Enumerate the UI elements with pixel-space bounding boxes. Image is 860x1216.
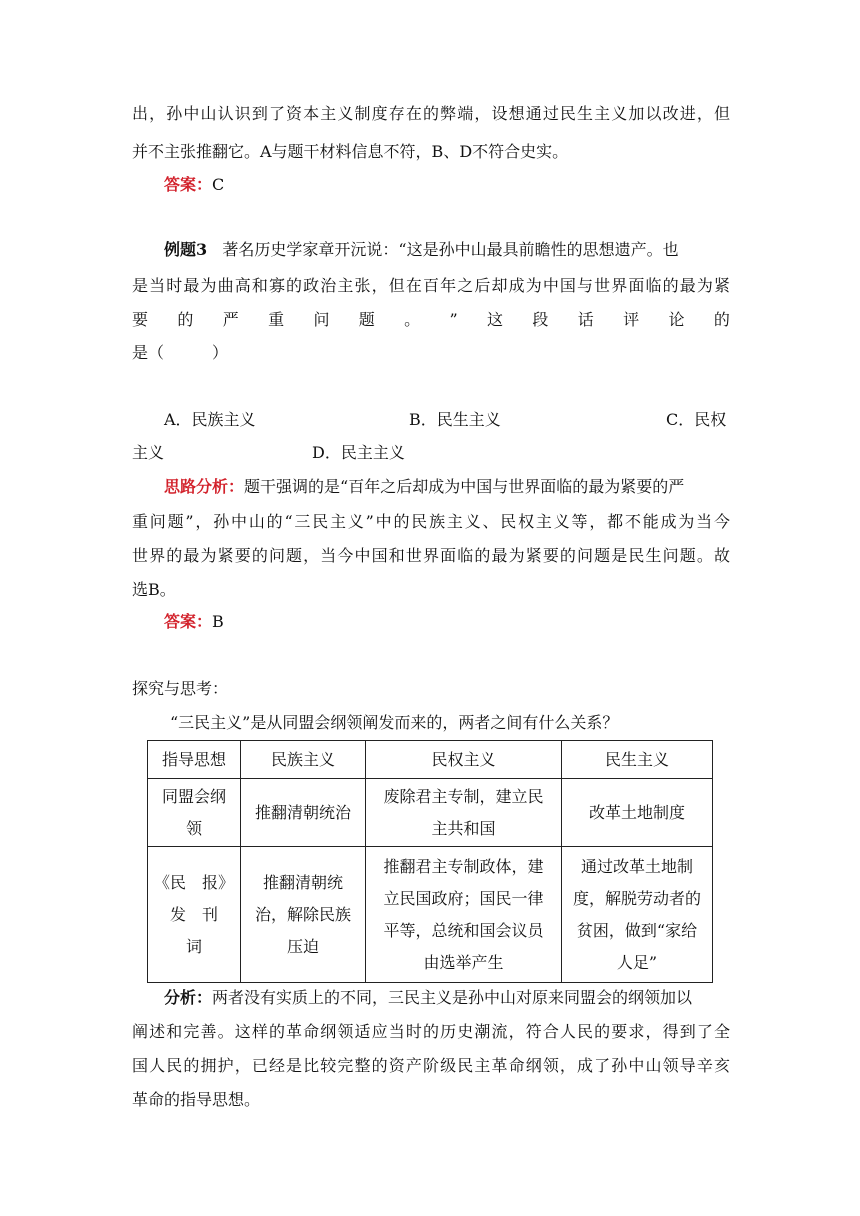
option-d: D．民主主义 bbox=[312, 443, 405, 462]
example3-analysis-line-2: 重问题”，孙中山的“三民主义”中的民族主义、民权主义等，都不能成为当今 bbox=[132, 512, 730, 531]
example3-analysis-line-4: 选B。 bbox=[132, 580, 176, 599]
option-c-end: 主义 bbox=[132, 443, 165, 462]
example3-analysis-line-3: 世界的最为紧要的问题，当今中国和世界面临的最为紧要的问题是民生问题。故 bbox=[132, 546, 730, 565]
table-row bbox=[148, 847, 713, 983]
example3-line-2: 是当时最为曲高和寡的政治主张，但在百年之后却成为中国与世界面临的最为紧 bbox=[132, 276, 730, 295]
option-a: A．民族主义 bbox=[164, 410, 256, 429]
spread-char: 题 bbox=[358, 310, 375, 329]
spread-char: 严 bbox=[222, 310, 239, 329]
option-b: B．民生主义 bbox=[409, 410, 501, 429]
table-header-cell: 民族主义 bbox=[241, 741, 366, 779]
table-header-cell: 民权主义 bbox=[366, 741, 562, 779]
example3-analysis-line-1: 思路分析：题干强调的是“百年之后却成为中国与世界面临的最为紧要的严 bbox=[164, 477, 685, 496]
table-cell: 改革土地制度 bbox=[562, 779, 713, 847]
table-cell: 《民 报》 发 刊 词 bbox=[148, 847, 241, 983]
table-cell: 通过改革土地制 度，解脱劳动者的 贫困，做到“家给 人足” bbox=[562, 847, 713, 983]
example3-line-4: 是（ ） bbox=[132, 343, 229, 362]
explore-question: “三民主义”是从同盟会纲领阐发而来的，两者之间有什么关系？ bbox=[170, 713, 619, 732]
example3-line-1: 例题3 著名历史学家章开沅说：“这是孙中山最具前瞻性的思想遗产。也 bbox=[164, 240, 679, 259]
answer-value: C bbox=[212, 175, 225, 194]
answer-label: 答案： bbox=[164, 175, 213, 194]
explore-heading: 探究与思考： bbox=[132, 679, 229, 698]
spread-char: 的 bbox=[713, 310, 730, 329]
explore-analysis-line-1: 分析：两者没有实质上的不同，三民主义是孙中山对原来同盟会的纲领加以 bbox=[164, 988, 693, 1007]
spread-char: 。 bbox=[404, 310, 421, 329]
table-cell: 推翻清朝统治 bbox=[241, 779, 366, 847]
prev-analysis-line-1: 出，孙中山认识到了资本主义制度存在的弊端，设想通过民生主义加以改进，但 bbox=[132, 104, 730, 123]
analysis-label: 思路分析： bbox=[164, 477, 245, 496]
spread-char: ” bbox=[449, 310, 458, 329]
spread-char: 要 bbox=[132, 310, 149, 329]
explore-analysis-line-4: 革命的指导思想。 bbox=[132, 1090, 261, 1109]
spread-char: 重 bbox=[268, 310, 285, 329]
table-cell: 同盟会纲 领 bbox=[148, 779, 241, 847]
option-c: C．民权 bbox=[666, 410, 727, 429]
spread-char: 论 bbox=[668, 310, 685, 329]
table-header-row bbox=[148, 741, 713, 779]
analysis-label: 分析： bbox=[164, 988, 213, 1007]
prev-analysis-line-2: 并不主张推翻它。A与题干材料信息不符，B、D不符合史实。 bbox=[132, 142, 569, 161]
explore-analysis-line-2: 阐述和完善。这样的革命纲领适应当时的历史潮流，符合人民的要求，得到了全 bbox=[132, 1022, 730, 1041]
example3-label: 例题3 bbox=[164, 240, 208, 259]
answer-value: B bbox=[212, 612, 224, 631]
example3-answer bbox=[164, 612, 224, 632]
spread-char: 这 bbox=[487, 310, 504, 329]
example3-line-3 bbox=[132, 310, 730, 330]
answer-label: 答案： bbox=[164, 612, 213, 631]
table-cell: 推翻清朝统 治，解除民族 压迫 bbox=[241, 847, 366, 983]
table-header-cell: 民生主义 bbox=[562, 741, 713, 779]
table-cell: 推翻君主专制政体，建 立民国政府；国民一律 平等，总统和国会议员 由选举产生 bbox=[366, 847, 562, 983]
table-cell: 废除君主专制，建立民 主共和国 bbox=[366, 779, 562, 847]
explore-analysis-line-3: 国人民的拥护，已经是比较完整的资产阶级民主革命纲领，成了孙中山领导辛亥 bbox=[132, 1056, 730, 1075]
spread-char: 话 bbox=[577, 310, 594, 329]
table-header-cell: 指导思想 bbox=[148, 741, 241, 779]
table-row bbox=[148, 779, 713, 847]
spread-char: 问 bbox=[313, 310, 330, 329]
spread-char: 的 bbox=[177, 310, 194, 329]
spread-char: 段 bbox=[532, 310, 549, 329]
prev-answer bbox=[164, 175, 224, 195]
comparison-table bbox=[147, 740, 713, 983]
spread-char: 评 bbox=[623, 310, 640, 329]
